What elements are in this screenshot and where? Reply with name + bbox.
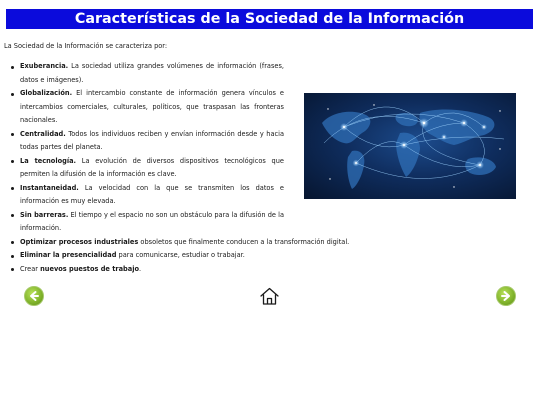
list-item xyxy=(8,249,358,263)
item-term: Centralidad. xyxy=(20,129,66,138)
list-item xyxy=(8,155,284,182)
item-term: Instantaneidad. xyxy=(20,183,79,192)
list-item xyxy=(8,87,284,128)
home-icon xyxy=(259,286,280,306)
item-description: Todos los individuos reciben y envían información desde y hacia todas partes del planeta. xyxy=(20,129,284,151)
item-description: obsoletos que finalmente conducen a la transformación digital. xyxy=(138,237,350,246)
page-title: Características de la Sociedad de la Información xyxy=(6,9,533,29)
arrow-right-icon xyxy=(500,290,512,302)
world-network-map-image xyxy=(304,93,516,199)
item-term: Eliminar la presencialidad xyxy=(20,251,117,259)
item-prefix: Crear xyxy=(20,264,41,273)
item-description: El tiempo y el espacio no son un obstáculo para la difusión de la información. xyxy=(20,210,285,232)
item-term: Optimizar procesos industriales xyxy=(20,237,139,246)
item-description: . xyxy=(139,264,142,273)
item-term: nuevos puestos de trabajo xyxy=(40,264,140,273)
item-description: La sociedad utiliza grandes volúmenes de información (frases, datos e imágenes). xyxy=(20,62,284,84)
item-term: Globalización. xyxy=(20,89,73,97)
list-item xyxy=(8,128,284,155)
list-item xyxy=(8,60,284,87)
world-map-graphic xyxy=(304,93,516,199)
item-term: Exuberancia. xyxy=(20,62,69,70)
item-description: La evolución de diversos dispositivos tecnológicos que permiten la difusión de la información es clave. xyxy=(20,156,284,178)
item-description: para comunicarse, estudiar o trabajar. xyxy=(116,251,245,259)
list-item xyxy=(8,263,358,277)
home-button[interactable] xyxy=(259,286,280,306)
item-term: Sin barreras. xyxy=(20,210,69,219)
item-description: El intercambio constante de información genera vínculos e intercambios comerciales, culturales, políticos, que traspasan las fronteras nacionales. xyxy=(20,89,284,124)
item-term: La tecnología. xyxy=(20,156,77,165)
list-item xyxy=(8,182,284,209)
list-item xyxy=(8,236,358,250)
item-description: La velocidad con la que se transmiten los datos e información es muy elevada. xyxy=(20,183,284,205)
list-item xyxy=(8,209,284,236)
previous-page-button[interactable] xyxy=(24,286,44,306)
next-page-button[interactable] xyxy=(496,286,516,306)
intro-text: La Sociedad de la Información se caracteriza por: xyxy=(4,42,168,50)
arrow-left-icon xyxy=(28,290,40,302)
